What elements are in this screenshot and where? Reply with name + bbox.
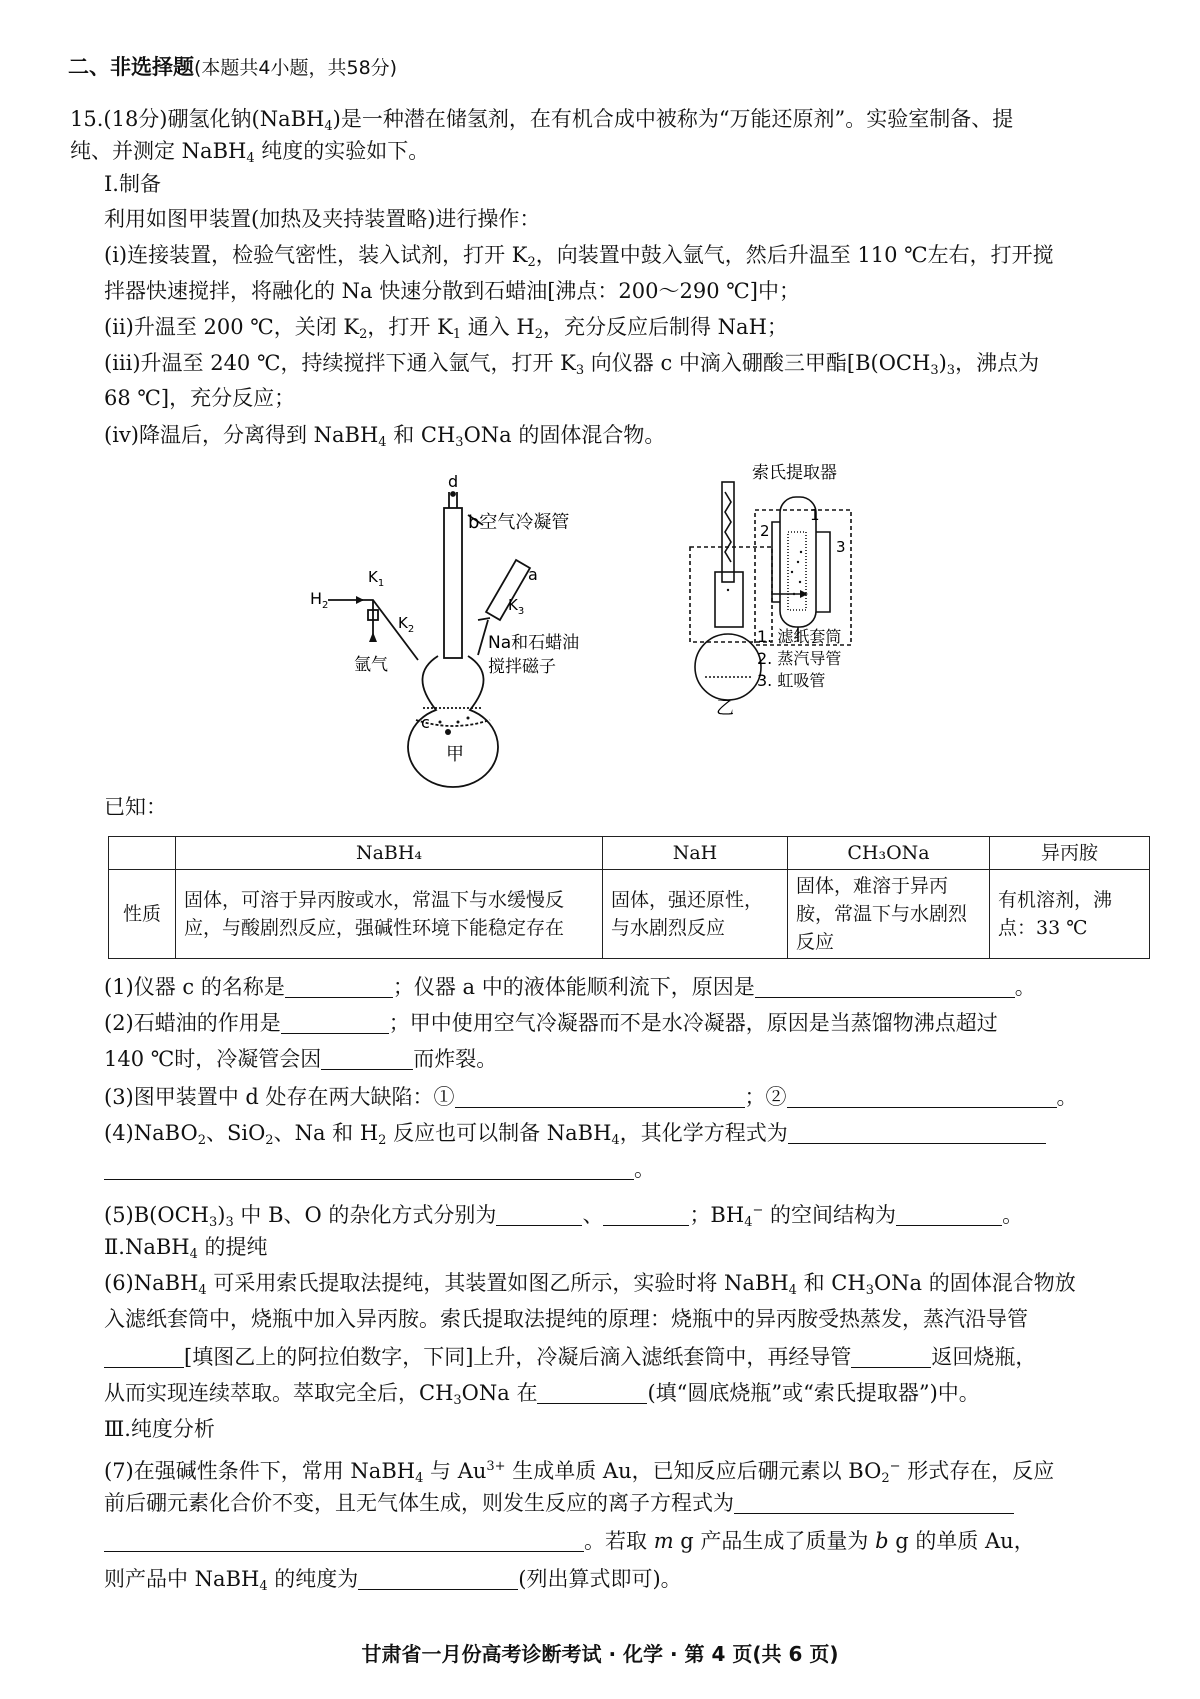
part2-title-text: Ⅱ.NaBH	[104, 1235, 190, 1259]
q6-text: ONa 在	[461, 1381, 538, 1405]
q4-line1	[104, 1118, 1046, 1156]
step-text: ，充分反应后制得 NaH；	[543, 315, 788, 339]
q7-line4	[104, 1564, 682, 1602]
q4-text: 、Na 和 H	[273, 1121, 379, 1145]
q5-text: (5)B(OCH	[104, 1203, 209, 1227]
step-text: (ⅳ)降温后，分离得到 NaBH	[104, 423, 379, 447]
step-text: (ⅱ)升温至 200 ℃，关闭 K	[104, 315, 360, 339]
q2-line2	[104, 1044, 497, 1074]
label-a: a	[528, 565, 538, 584]
answer-blank[interactable]	[496, 1203, 582, 1226]
step2-line	[104, 312, 788, 350]
q5-text: )	[217, 1203, 226, 1227]
label-h2: $H_2$	[310, 589, 329, 611]
q5-text: 的空间结构为	[763, 1203, 897, 1227]
q6-text: [填图乙上的阿拉伯数字，下同]上升，冷凝后滴入滤纸套筒中，再经导管	[184, 1345, 852, 1369]
q4-text: (4)NaBO	[104, 1121, 198, 1145]
q15-intro-text: 纯、并测定 NaBH	[70, 139, 247, 163]
step-text: 通入 H	[461, 315, 535, 339]
answer-blank[interactable]	[603, 1203, 689, 1226]
q6-line3	[104, 1342, 1036, 1372]
round-bottom-flask	[695, 634, 761, 700]
label-c: c	[421, 713, 430, 732]
q7-text: 生成单质 Au，已知反应后硼元素以 BO	[505, 1459, 882, 1483]
part2-title	[104, 1232, 268, 1270]
q2-text: ；甲中使用空气冷凝器而不是水冷凝器，原因是当蒸馏物沸点超过	[388, 1011, 998, 1035]
q2-text: (2)石蜡油的作用是	[104, 1011, 281, 1035]
subscript: 1	[452, 327, 462, 342]
q6-line4	[104, 1378, 980, 1416]
q15-intro-text: 纯度的实验如下。	[254, 139, 430, 163]
part3-title: Ⅲ.纯度分析	[104, 1417, 215, 1441]
q4-text: 、SiO	[205, 1121, 266, 1145]
q1-line	[104, 972, 1036, 1002]
q7-text: 前后硼元素化合价不变，且无气体生成，则发生反应的离子方程式为	[104, 1491, 734, 1515]
q15-intro-text: 15.(18分)硼氢化钠(NaBH	[70, 107, 325, 131]
step4-line	[104, 420, 665, 458]
subscript: 2	[265, 1133, 274, 1148]
subscript: 3	[208, 1215, 218, 1230]
label-na-paraffin: Na和石蜡油	[488, 633, 580, 653]
q15-intro-text: )是一种潜在储氢剂，在有机合成中被称为“万能还原剂”。实验室制备、提	[332, 107, 1014, 131]
q7-text: 的纯度为	[267, 1567, 359, 1591]
subscript: 2	[881, 1471, 890, 1486]
label-num-2: 2	[760, 522, 770, 540]
section-note: (本题共4小题，共58分)	[194, 57, 398, 79]
caption-yi: 乙	[716, 698, 734, 719]
step1-line1	[104, 240, 1054, 278]
caption-jia: 甲	[446, 744, 464, 765]
step-text: (ⅲ)升温至 240 ℃，持续搅拌下通入氩气，打开 K	[104, 351, 576, 375]
subscript: 2	[359, 327, 368, 342]
answer-blank[interactable]	[896, 1203, 1002, 1226]
q7-var-m: m	[653, 1529, 674, 1553]
q7-text: 与 Au	[423, 1459, 487, 1483]
q6-line1	[104, 1268, 1076, 1306]
part2-title-text: 的提纯	[197, 1235, 268, 1259]
step-text: ，打开 K	[367, 315, 453, 339]
q4-text: ，其化学方程式为	[619, 1121, 788, 1145]
q2-text: 而炸裂。	[413, 1047, 498, 1071]
subscript: 2	[534, 327, 543, 342]
table-cell: 固体，可溶于异丙胺或水，常温下与水缓慢反应，与酸剧烈反应，强碱性环境下能稳定存在	[176, 870, 603, 959]
q4-text: 反应也可以制备 NaBH	[386, 1121, 612, 1145]
subscript: 3	[946, 363, 956, 378]
subscript: 3	[453, 1393, 462, 1408]
q1-text: (1)仪器 c 的名称是	[104, 975, 285, 999]
table-header: CH₃ONa	[788, 837, 990, 870]
q5-text: ；BH	[689, 1203, 745, 1227]
subscript: 3	[455, 435, 464, 450]
q6-line2: 入滤纸套筒中，烧瓶中加入异丙胺。索氏提取法提纯的原理：烧瓶中的异丙胺受热蒸发，蒸汽沿导管	[104, 1307, 1028, 1331]
air-condenser-tube	[444, 508, 462, 658]
step3-line2: 68 ℃]，充分反应；	[104, 386, 296, 410]
answer-blank[interactable]	[104, 1529, 584, 1552]
properties-table	[108, 836, 1150, 959]
table-row	[109, 870, 1150, 959]
subscript: 4	[378, 435, 387, 450]
q6-text: 返回烧瓶，	[931, 1345, 1037, 1369]
subscript: 2	[527, 255, 536, 270]
step-text: ONa 的固体混合物。	[463, 423, 666, 447]
subscript: 4	[611, 1133, 620, 1148]
q7-text: 则产品中 NaBH	[104, 1567, 260, 1591]
table-header-row	[109, 837, 1150, 870]
step1-line2: 拌器快速搅拌，将融化的 Na 快速分散到石蜡油[沸点：200～290 ℃]中；	[104, 279, 800, 303]
subscript: 4	[415, 1471, 424, 1486]
subscript: 4	[744, 1215, 753, 1230]
q7-var-b: b	[875, 1529, 889, 1553]
q4-line2	[104, 1154, 655, 1184]
q7-line2	[104, 1488, 1014, 1518]
q2-line1	[104, 1008, 998, 1038]
q6-text: ONa 的固体混合物放	[873, 1271, 1076, 1295]
subscript: 3	[225, 1215, 234, 1230]
superscript: −	[752, 1203, 764, 1218]
legend-1: 1. 滤纸套筒	[757, 627, 842, 646]
q4-end: 。	[634, 1157, 655, 1181]
q5-text: 中 B、O 的杂化方式分别为	[233, 1203, 497, 1227]
subscript: 3	[930, 363, 939, 378]
section-heading	[68, 52, 397, 83]
step-text: 和 CH	[386, 423, 456, 447]
answer-blank[interactable]	[104, 1345, 184, 1368]
label-num-3: 3	[836, 538, 846, 556]
label-argon: 氩气	[354, 655, 388, 675]
known-label: 已知：	[104, 795, 167, 819]
superscript: 3+	[486, 1459, 506, 1474]
answer-blank[interactable]	[104, 1157, 634, 1180]
q3-text: ；②	[744, 1085, 787, 1109]
q6-text: 可采用索氏提取法提纯，其装置如图乙所示，实验时将 NaBH	[206, 1271, 789, 1295]
answer-blank[interactable]	[455, 1085, 745, 1108]
q7-line3	[104, 1526, 1035, 1556]
subscript: 2	[197, 1133, 206, 1148]
q5-text: 、	[582, 1203, 604, 1227]
legend-2: 2. 蒸汽导管	[757, 649, 842, 668]
subscript: 3	[865, 1283, 874, 1298]
legend-3: 3. 虹吸管	[757, 671, 826, 690]
soxhlet-yi-diagram	[680, 462, 880, 718]
subscript: 4	[189, 1247, 198, 1262]
answer-blank[interactable]	[281, 1011, 389, 1034]
subscript: 4	[788, 1283, 797, 1298]
subscript: 4	[246, 151, 255, 166]
q6-text: 和 CH	[796, 1271, 866, 1295]
label-air-condenser: b空气冷凝管	[468, 512, 570, 533]
q1-text: ；仪器 a 中的液体能顺利流下，原因是	[392, 975, 755, 999]
table-header	[109, 837, 176, 870]
q5-end: 。	[1002, 1203, 1024, 1227]
table-cell: 固体，强还原性，与水剧烈反应	[603, 870, 788, 959]
subscript: 4	[324, 119, 333, 134]
answer-blank[interactable]	[755, 975, 1015, 998]
subscript: 4	[259, 1579, 268, 1594]
step-text: (ⅰ)连接装置，检验气密性，装入试剂，打开 K	[104, 243, 528, 267]
q7-text: g 产品生成了质量为	[673, 1529, 876, 1553]
answer-blank[interactable]	[851, 1345, 931, 1368]
answer-blank[interactable]	[787, 1085, 1057, 1108]
section-title: 二、非选择题	[68, 55, 194, 79]
answer-blank[interactable]	[285, 975, 393, 998]
answer-blank[interactable]	[788, 1121, 1046, 1144]
answer-blank[interactable]	[734, 1491, 1014, 1514]
q6-text: 从而实现连续萃取。萃取完全后，CH	[104, 1381, 454, 1405]
q3-line	[104, 1082, 1078, 1112]
label-num-1: 1	[810, 506, 820, 524]
q7-text: (7)在强碱性条件下，常用 NaBH	[104, 1459, 416, 1483]
q1-end: 。	[1014, 975, 1036, 999]
step-text: ，向装置中鼓入氩气，然后升温至 110 ℃左右，打开搅	[535, 243, 1054, 267]
q2-text: 140 ℃时，冷凝管会因	[104, 1047, 322, 1071]
label-d: d	[448, 472, 459, 491]
table-cell: 固体，难溶于异丙胺，常温下与水剧烈反应	[788, 870, 990, 959]
q3-text: (3)图甲装置中 d 处存在两大缺陷：①	[104, 1085, 455, 1109]
label-stir-bar: 搅拌磁子	[488, 657, 556, 677]
label-k3: $K_3$	[508, 596, 525, 617]
subscript: 2	[378, 1133, 387, 1148]
q6-text: (6)NaBH	[104, 1271, 199, 1295]
label-k2: $K_2$	[398, 614, 415, 635]
filter-thimble	[788, 532, 806, 610]
table-row-label: 性质	[109, 870, 176, 959]
superscript: −	[889, 1459, 901, 1474]
page-footer: 甘肃省一月份高考诊断考试 · 化学 · 第 4 页(共 6 页)	[361, 1642, 839, 1666]
step-text: )	[938, 351, 947, 375]
label-k1: $K_1$	[368, 568, 385, 589]
subscript: 3	[575, 363, 585, 378]
step-text: ，沸点为	[955, 351, 1040, 375]
part1-title: Ⅰ.制备	[104, 172, 161, 196]
step3-line1	[104, 348, 1039, 386]
label-soxhlet-title: 索氏提取器	[752, 463, 837, 483]
table-header: 异丙胺	[990, 837, 1150, 870]
q7-text: g 的单质 Au，	[888, 1529, 1035, 1553]
q7-text: 形式存在，反应	[900, 1459, 1055, 1483]
subscript: 4	[198, 1283, 207, 1298]
apparatus-jia-diagram	[310, 470, 658, 770]
paragraph-use-apparatus: 利用如图甲装置(加热及夹持装置略)进行操作：	[104, 207, 541, 231]
table-cell: 有机溶剂，沸点：33 ℃	[990, 870, 1150, 959]
table-header: NaH	[603, 837, 788, 870]
answer-blank[interactable]	[537, 1381, 647, 1404]
answer-blank[interactable]	[358, 1567, 518, 1590]
answer-blank[interactable]	[321, 1047, 413, 1070]
table-header: NaBH₄	[176, 837, 603, 870]
q6-text: (填“圆底烧瓶”或“索氏提取器”)中。	[647, 1381, 980, 1405]
q3-end: 。	[1056, 1085, 1078, 1109]
step-text: 向仪器 c 中滴入硼酸三甲酯[B(OCH	[584, 351, 931, 375]
q7-text: (列出算式即可)。	[518, 1567, 682, 1591]
q7-text: 。若取	[584, 1529, 654, 1553]
